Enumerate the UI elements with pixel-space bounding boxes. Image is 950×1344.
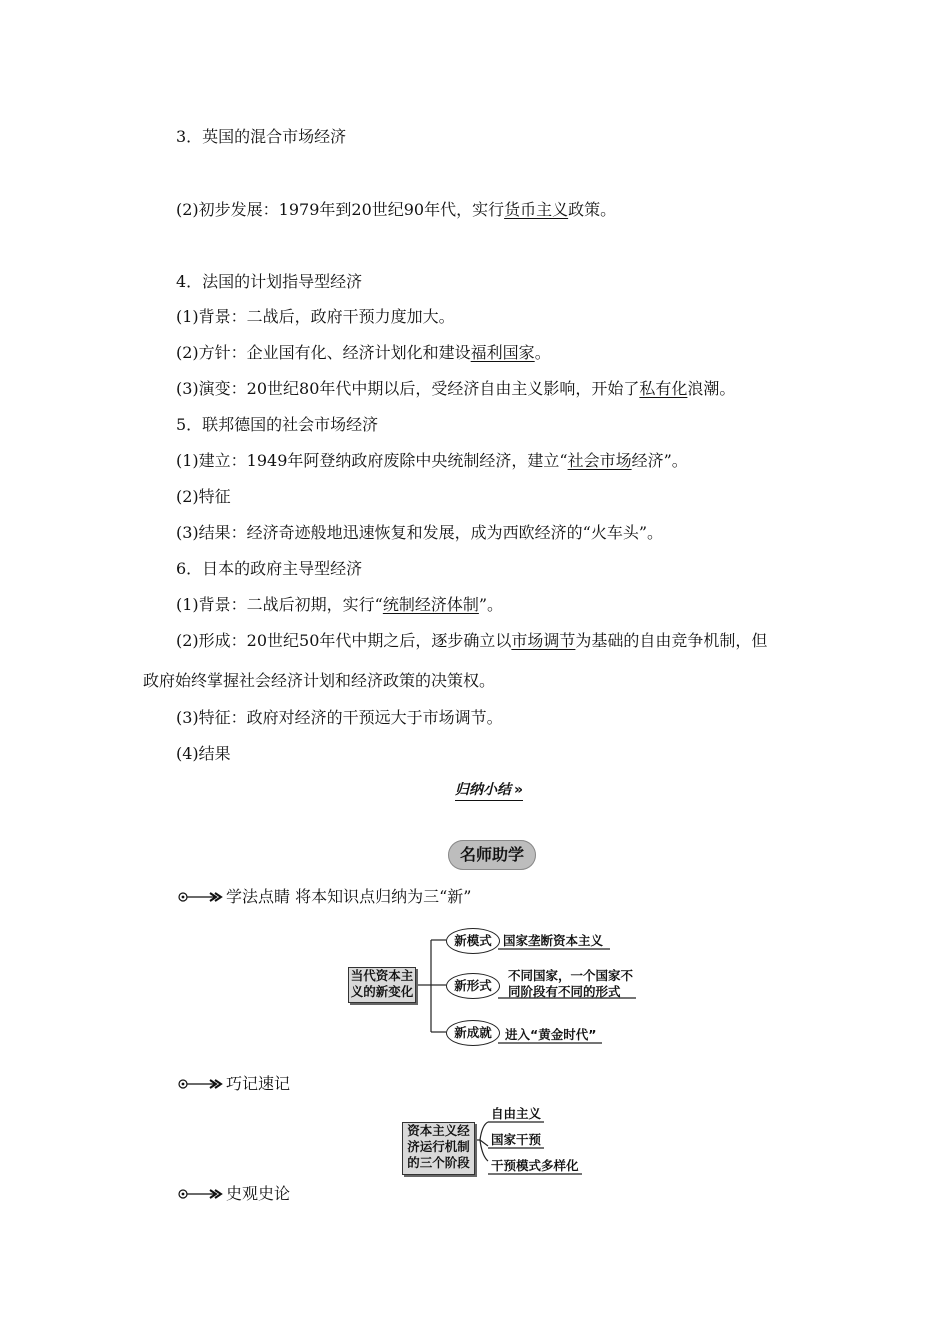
section-badge: 名师助学 — [448, 840, 536, 870]
key-term: 市场调节 — [511, 631, 576, 650]
summary-heading: 归纳小结 » — [455, 779, 523, 801]
japan-feature: (3)特征：政府对经济的干预远大于市场调节。 — [176, 708, 503, 727]
japan-formation-cont: 政府始终掌握社会经济计划和经济政策的决策权。 — [143, 671, 496, 690]
node-new-form: 新形式 — [446, 973, 500, 999]
label-new-model: 国家垄断资本主义 — [503, 933, 604, 948]
key-term: 社会市场 — [567, 451, 632, 470]
diagram-root-changes: 当代资本主 义的新变化 — [348, 967, 416, 1003]
heading-japan: 6．日本的政府主导型经济 — [176, 559, 363, 578]
target-arrow-icon — [178, 1078, 224, 1090]
heading-britain: 3．英国的混合市场经济 — [176, 127, 347, 146]
key-term: 福利国家 — [470, 343, 535, 362]
node-new-model: 新模式 — [446, 928, 500, 954]
germany-establish: (1)建立：1949年阿登纳政府废除中央统制经济，建立“社会市场经济”。 — [176, 451, 688, 470]
heading-france: 4．法国的计划指导型经济 — [176, 272, 363, 291]
france-evolution: (3)演变：20世纪80年代中期以后，受经济自由主义影响，开始了私有化浪潮。 — [176, 379, 736, 398]
britain-development: (2)初步发展：1979年到20世纪90年代，实行货币主义政策。 — [176, 200, 617, 219]
heading-germany: 5．联邦德国的社会市场经济 — [176, 415, 379, 434]
stage-liberalism: 自由主义 — [491, 1106, 542, 1121]
node-new-achievement: 新成就 — [446, 1020, 500, 1046]
label-new-form: 不同国家，一个国家不 同阶段有不同的形式 — [508, 968, 634, 999]
key-term: 货币主义 — [504, 200, 569, 219]
target-arrow-icon — [178, 1188, 224, 1200]
france-policy: (2)方针：企业国有化、经济计划化和建设福利国家。 — [176, 343, 551, 362]
stage-state-intervention: 国家干预 — [491, 1132, 542, 1147]
tip-memory: 巧记速记 — [226, 1074, 291, 1093]
diagram-root-stages: 资本主义经 济运行机制 的三个阶段 — [402, 1122, 475, 1175]
double-arrow-icon: » — [514, 782, 524, 798]
japan-background: (1)背景：二战后初期，实行“统制经济体制”。 — [176, 595, 504, 614]
label-new-achievement: 进入“黄金时代” — [505, 1027, 597, 1042]
japan-result: (4)结果 — [176, 744, 231, 763]
tip-method: 学法点睛 将本知识点归纳为三“新” — [226, 887, 472, 906]
germany-result: (3)结果：经济奇迹般地迅速恢复和发展，成为西欧经济的“火车头”。 — [176, 523, 664, 542]
germany-feature: (2)特征 — [176, 487, 231, 506]
key-term: 私有化 — [639, 379, 688, 398]
stage-diversified-intervention: 干预模式多样化 — [491, 1158, 579, 1173]
japan-formation: (2)形成：20世纪50年代中期之后，逐步确立以市场调节为基础的自由竞争机制，但 — [176, 631, 768, 650]
key-term: 统制经济体制 — [382, 595, 479, 614]
france-background: (1)背景：二战后，政府干预力度加大。 — [176, 307, 455, 326]
tip-historical-view: 史观史论 — [226, 1184, 291, 1203]
